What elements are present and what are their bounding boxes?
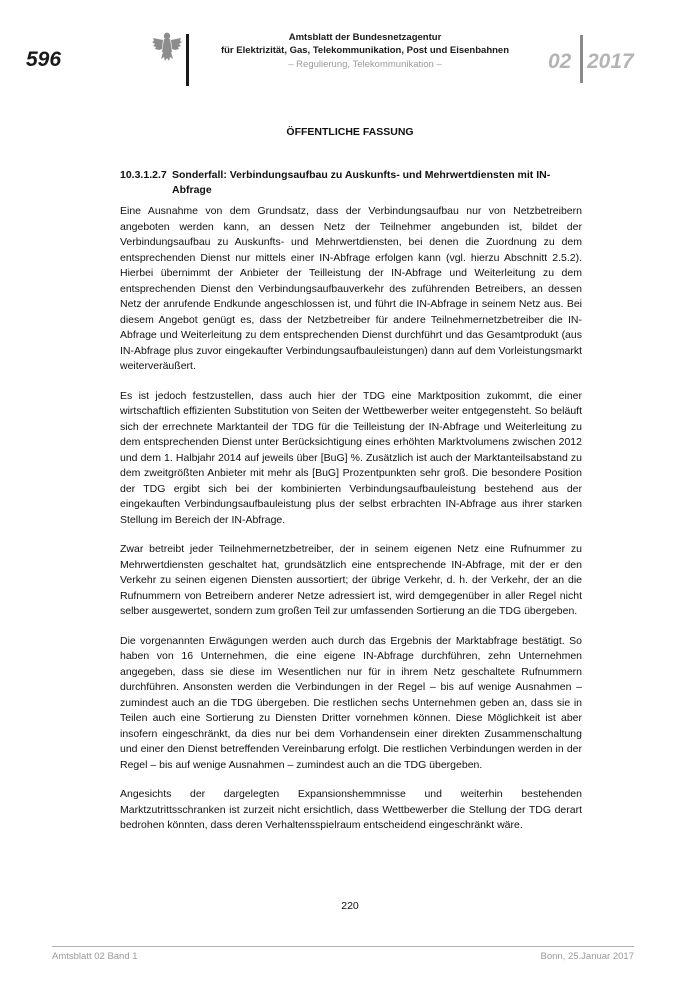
gazette-title	[200, 32, 530, 57]
issue-number: 02	[548, 50, 572, 73]
federal-eagle-icon	[152, 30, 182, 64]
content-page-number: 220	[341, 900, 359, 912]
footer-divider	[52, 946, 634, 947]
gazette-title-line-1: Amtsblatt der Bundesnetzagentur	[288, 32, 442, 43]
document-label: ÖFFENTLICHE FASSUNG	[286, 126, 414, 138]
section-number: 10.3.1.2.7	[120, 169, 167, 181]
paragraph: Es ist jedoch festzustellen, dass auch hier der TDG eine Marktposition zukommt, die einer wirtschaftlich effizienten Substitution von Seiten der Wettbewerber weiter entgegensteht. So beläuft sich der errechnete Marktanteil der TDG für die Teilleistung der IN-Abfrage und Weiterleitung zu dem entsprechenden Dienst unter Berücksichtigung eines erhöhten Marktvolumens zwischen 2012 und dem 1. Halbjahr 2014 auf jeweils über [BuG] %. Zusätzlich ist auch der Marktanteilsabstand zu dem zweitgrößten Anbieter mit mehr als [BuG] Prozentpunkten sehr groß. Die besondere Position der TDG ergibt sich bei der kombinierten Verbindungsaufbauleistung bestehend aus der eingekauften Verbindungsaufbauleistung plus der selbst erbrachten IN-Abfrage aus ihrer starken Stellung im Bereich der IN-Abfrage.	[120, 389, 582, 526]
gazette-title-line-2: für Elektrizität, Gas, Telekommunikation, Post und Eisenbahnen	[220, 44, 510, 56]
issue-divider	[580, 35, 583, 83]
issue-year: 2017	[587, 50, 634, 73]
footer-date: Bonn, 25.Januar 2017	[540, 951, 634, 962]
section-heading	[120, 168, 582, 198]
section-title: Sonderfall: Verbindungsaufbau zu Auskunfts- und Mehrwertdiensten mit IN-Abfrage	[172, 169, 551, 196]
header-divider	[186, 34, 189, 86]
body-text	[120, 204, 582, 848]
paragraph: Angesichts der dargelegten Expansionshemmnisse und weiterhin bestehenden Marktzutrittsschranken ist zurzeit nicht ersichtlich, dass Wettbewerber die Stellung der TDG derart bedrohen könnten, dass deren Verhaltensspielraum entscheidend eingeschränkt wäre.	[120, 788, 582, 831]
paragraph: Zwar betreibt jeder Teilnehmernetzbetreiber, der in seinem eigenen Netz eine Rufnummer zu Mehrwertdiensten geschaltet hat, grundsätzlich eine entsprechende IN-Abfrage, mit der er den Verkehr zu seinen eigenen Diensten aussortiert; der übrige Verkehr, d. h. der Verkehr, der an die Rufnummern von Betreibern anderer Netze adressiert ist, wird demgegenüber in aller Regel nicht selber ausgewertet, sondern zum großen Teil zur umfassenden Sortierung an die TDG übergeben.	[120, 543, 582, 617]
page-number: 596	[26, 48, 62, 71]
footer-issue: Amtsblatt 02 Band 1	[52, 951, 138, 962]
gazette-subtitle: – Regulierung, Telekommunikation –	[288, 59, 442, 70]
paragraph: Eine Ausnahme von dem Grundsatz, dass der Verbindungsaufbau nur von Netzbetreibern angeboten werden kann, an dessen Netz der Teilnehmer angebunden ist, bildet der Verbindungsaufbau zu Auskunfts- und Mehrwertdiensten, bei denen die Zuordnung zu dem entsprechenden Dienst nur mittels einer IN-Abfrage erfolgen kann (vgl. hierzu Abschnitt 2.5.2). Hierbei übernimmt der Anbieter der Teilleistung der IN-Abfrage und Weiterleitung zu dem entsprechenden Dienst den Verbindungsaufbauverkehr des zuführenden Betreibers, an dessen Netz der anrufende Endkunde angeschlossen ist, und führt die IN-Abfrage in seinem Netz aus. Bei diesem Angebot genügt es, dass der Netzbetreiber für andere Teilnehmernetzbetreiber die IN-Abfrage und Weiterleitung zu dem entsprechenden Dienst durchführt und das Gesamtprodukt (aus IN-Abfrage plus zuvor eingekaufter Verbindungsaufbauleistungen) dann auf dem Vorleistungsmarkt weiterveräußert.	[120, 205, 582, 372]
paragraph: Die vorgenannten Erwägungen werden auch durch das Ergebnis der Marktabfrage bestätigt. So haben von 16 Unternehmen, die eine eigene IN-Abfrage durchführen, zehn Unternehmen angegeben, dass sie diese im Wesentlichen nur für in ihrem Netz geschaltete Rufnummern durchführen. Ansonsten werden die Verbindungen in der Regel – bis auf wenige Ausnahmen – zumindest auch an die TDG übergeben. Die restlichen sechs Unternehmen geben an, dass sie in Teilen auch eine Sortierung zu Diensten Dritter vornehmen können. Diese Möglichkeit ist aber insofern eingeschränkt, da dies nur bei dem Vorhandensein einer direkten Zusammenschaltung und einer den Dienst betreffenden Vereinbarung erfolgt. Die restlichen Verbindungen werden in der Regel – bis auf wenige Ausnahmen – zumindest auch an die TDG übergeben.	[120, 634, 582, 771]
